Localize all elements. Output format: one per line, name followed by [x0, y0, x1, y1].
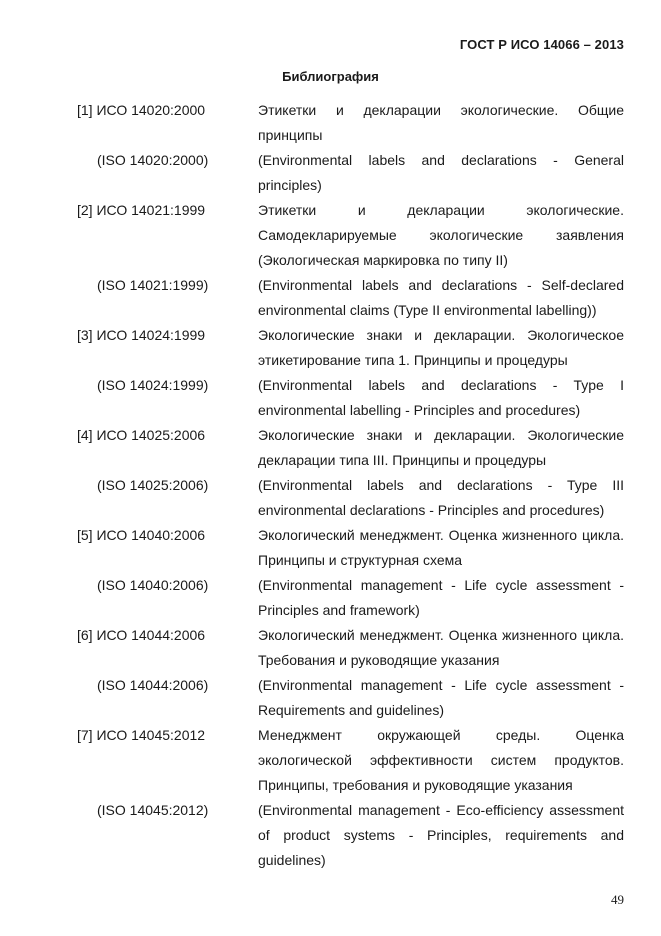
bibliography-entry-4-iso — [0, 473, 661, 523]
bibliography-entry-7-ru — [0, 723, 661, 798]
entry-reference: (ISO 14045:2012) — [97, 802, 209, 818]
entry-reference: (ISO 14040:2006) — [97, 577, 209, 593]
entry-reference: (ISO 14021:1999) — [97, 277, 209, 293]
entry-description: Менеджмент окружающей среды. Оценка экологической эффективности систем продуктов. Принципы, требования и руководящие указания — [258, 727, 624, 793]
bibliography-entry-6-ru — [0, 623, 661, 673]
entry-reference: [6] ИСО 14044:2006 — [77, 627, 206, 643]
bibliography-entry-3-iso — [0, 373, 661, 423]
entry-reference: (ISO 14024:1999) — [97, 377, 209, 393]
entry-reference: [5] ИСО 14040:2006 — [77, 527, 206, 543]
entry-description: (Environmental labels and declarations - Self-declared environmental claims (Type II environmental labelling)) — [258, 277, 624, 318]
bibliography-entry-5-iso — [0, 573, 661, 623]
page-title: Библиография — [282, 69, 379, 84]
entry-description: Этикетки и декларации экологические. Самодекларируемые экологические заявления (Экологическая маркировка по типу II) — [258, 202, 624, 268]
bibliography-entry-7-iso — [0, 798, 661, 873]
bibliography-entry-1-ru — [0, 98, 661, 148]
entry-reference: [1] ИСО 14020:2000 — [77, 102, 206, 118]
entry-reference: [3] ИСО 14024:1999 — [77, 327, 206, 343]
entry-description: (Environmental management - Life cycle assessment - Requirements and guidelines) — [258, 677, 624, 718]
bibliography-entry-1-iso — [0, 148, 661, 198]
bibliography-entry-2-iso — [0, 273, 661, 323]
bibliography-entry-3-ru — [0, 323, 661, 373]
entry-description: Экологические знаки и декларации. Экологическое этикетирование типа 1. Принципы и процедуры — [258, 327, 624, 368]
entry-description: Экологический менеджмент. Оценка жизненного цикла. Требования и руководящие указания — [258, 627, 624, 668]
bibliography-list — [0, 98, 661, 873]
entry-reference: (ISO 14020:2000) — [97, 152, 209, 168]
entry-description: (Environmental labels and declarations - Type III environmental declarations - Principles and procedures) — [258, 477, 624, 518]
entry-description: Экологический менеджмент. Оценка жизненного цикла. Принципы и структурная схема — [258, 527, 624, 568]
bibliography-entry-6-iso — [0, 673, 661, 723]
entry-reference: [4] ИСО 14025:2006 — [77, 427, 206, 443]
entry-reference: (ISO 14044:2006) — [97, 677, 209, 693]
bibliography-entry-5-ru — [0, 523, 661, 573]
entry-description: (Environmental labels and declarations - Type I environmental labelling - Principles and procedures) — [258, 377, 624, 418]
entry-description: (Environmental management - Life cycle assessment - Principles and framework) — [258, 577, 624, 618]
entry-reference: [2] ИСО 14021:1999 — [77, 202, 206, 218]
entry-description: Экологические знаки и декларации. Экологические декларации типа III. Принципы и процедуры — [258, 427, 624, 468]
bibliography-entry-2-ru — [0, 198, 661, 273]
entry-description: Этикетки и декларации экологические. Общие принципы — [258, 102, 624, 143]
standard-code-header: ГОСТ Р ИСО 14066 – 2013 — [459, 37, 624, 52]
entry-description: (Environmental management - Eco-efficiency assessment of product systems - Principles, requirements and guidelines) — [258, 802, 624, 868]
entry-reference: [7] ИСО 14045:2012 — [77, 727, 206, 743]
entry-description: (Environmental labels and declarations - General principles) — [258, 152, 624, 193]
page-number: 49 — [611, 892, 624, 907]
bibliography-entry-4-ru — [0, 423, 661, 473]
entry-reference: (ISO 14025:2006) — [97, 477, 209, 493]
